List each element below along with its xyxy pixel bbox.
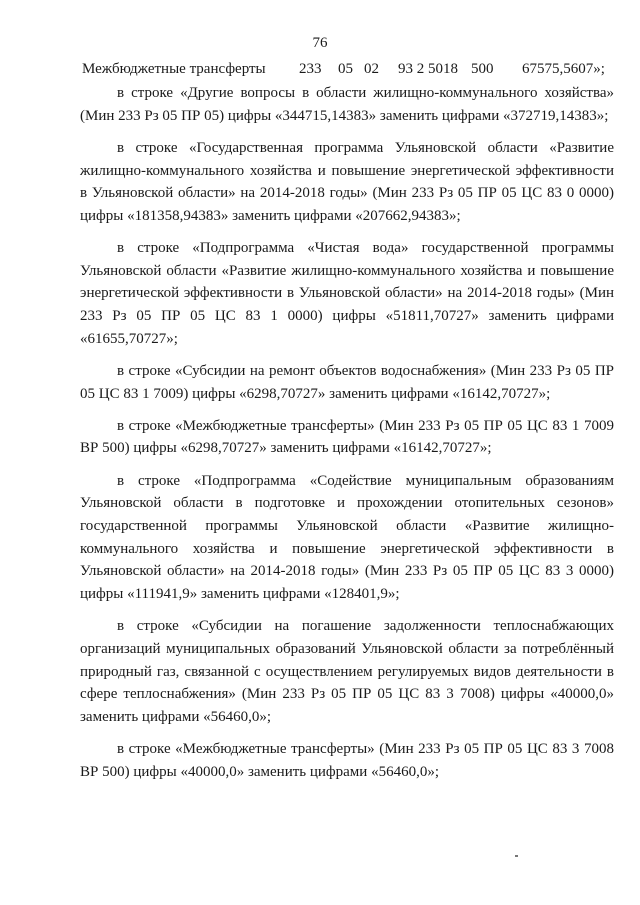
row-sum: 67575,5607»;: [522, 61, 605, 77]
page-number: 76: [312, 35, 328, 51]
paragraph: в строке «Подпрограмма «Чистая вода» государственной программы Ульяновской области «Развитие жилищно-коммунального хозяйства и повышение энергетической эффективности в Ульяновской области» на 2014-2018 годы» (Мин 233 Рз 05 ПР 05 ЦС 83 1 0000) цифры «51811,70727» заменить цифрами «61655,70727»;: [80, 240, 614, 347]
row-pr: 02: [364, 61, 379, 77]
paragraph: в строке «Субсидии на погашение задолженности теплоснабжающих организаций муниципальных образований Ульяновской области за потреблённый природный газ, связанной с осуществлением регулируемых видов деятельности в сфере теплоснабжения» (Мин 233 Рз 05 ПР 05 ЦС 83 3 7008) цифры «40000,0» заменить цифрами «56460,0»;: [80, 618, 614, 725]
document-body: [80, 82, 614, 793]
paragraph: в строке «Субсидии на ремонт объектов водоснабжения» (Мин 233 Рз 05 ПР 05 ЦС 83 1 7009) цифры «6298,70727» заменить цифрами «16142,70727»;: [80, 362, 614, 402]
paragraph: в строке «Межбюджетные трансферты» (Мин 233 Рз 05 ПР 05 ЦС 83 3 7008 ВР 500) цифры «40000,0» заменить цифрами «56460,0»;: [80, 741, 614, 780]
scan-speck: [515, 855, 518, 857]
row-rz: 05: [338, 61, 353, 77]
paragraph: в строке «Подпрограмма «Содействие муниципальным образованиям Ульяновской области в подготовке и прохождении отопительных сезонов» государственной программы Ульяновской области «Развитие жилищно-коммунального хозяйства и повышение энергетической эффективности в Ульяновской области» на 2014-2018 годы» (Мин 233 Рз 05 ПР 05 ЦС 83 3 0000) цифры «111941,9» заменить цифрами «128401,9»;: [80, 472, 614, 603]
row-vr: 500: [471, 61, 494, 77]
row-min: 233: [299, 61, 322, 77]
paragraph: в строке «Межбюджетные трансферты» (Мин 233 Рз 05 ПР 05 ЦС 83 1 7009 ВР 500) цифры «6298,70727» заменить цифрами «16142,70727»;: [80, 417, 614, 457]
row-cs: 93 2 5018: [398, 61, 458, 77]
paragraph: в строке «Другие вопросы в области жилищно-коммунального хозяйства» (Мин 233 Рз 05 ПР 05) цифры «344715,14383» заменить цифрами «372719,14383»;: [80, 85, 614, 124]
paragraph: в строке «Государственная программа Ульяновской области «Развитие жилищно-коммунального хозяйства и повышение энергетической эффективности в Ульяновской области» на 2014-2018 годы» (Мин 233 Рз 05 ПР 05 ЦС 83 0 0000) цифры «181358,94383» заменить цифрами «207662,94383»;: [80, 139, 614, 224]
table-row: [78, 58, 618, 80]
row-name: Межбюджетные трансферты: [82, 61, 266, 77]
